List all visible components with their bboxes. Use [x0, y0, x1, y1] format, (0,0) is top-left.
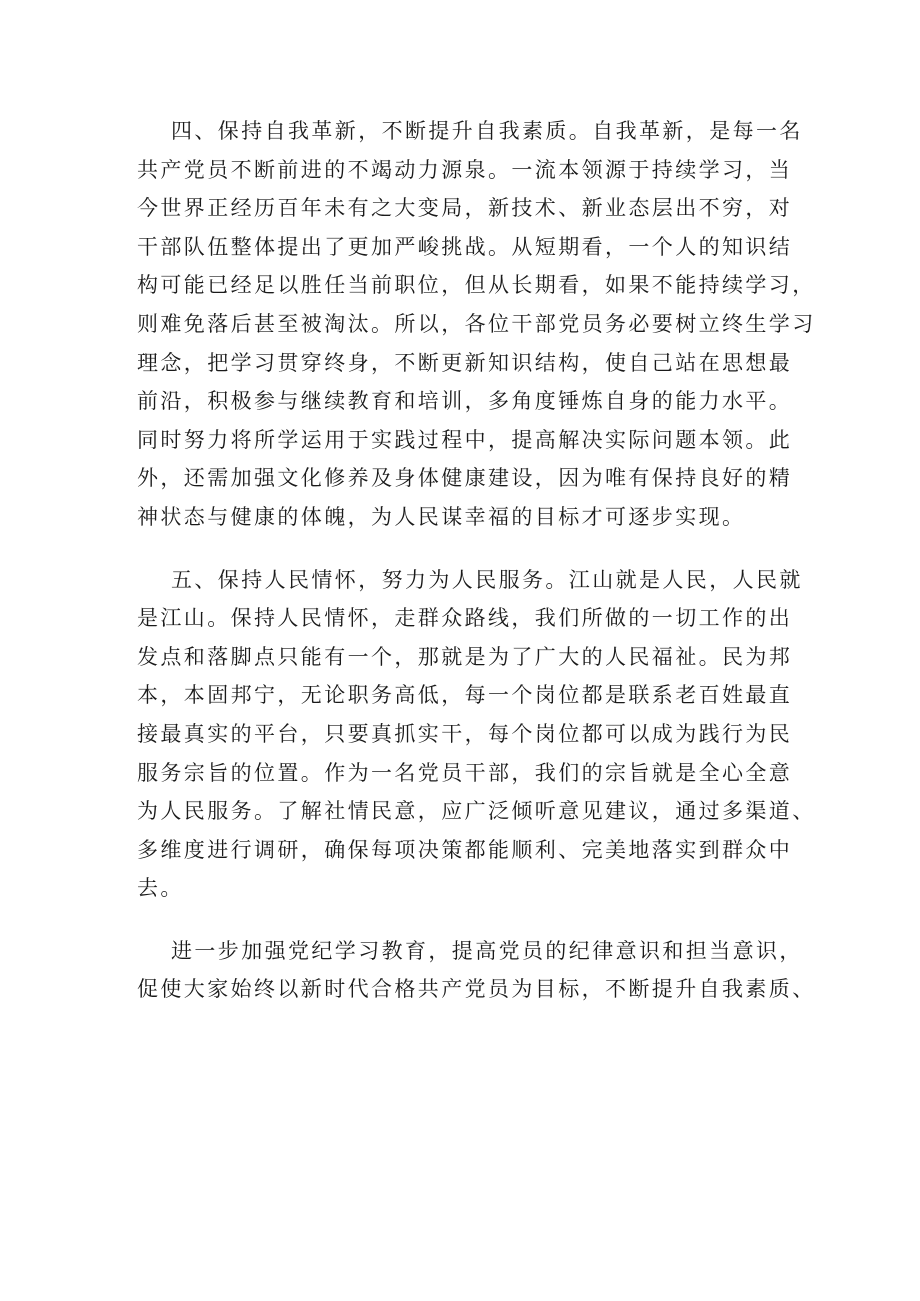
text-line: 本，本固邦宁，无论职务高低，每一个岗位都是联系老百姓最直 — [137, 683, 793, 708]
text-line: 发点和落脚点只能有一个，那就是为了广大的人民福祉。民为邦 — [137, 644, 793, 669]
text-line: 理念，把学习贯穿终身，不断更新知识结构，使自己站在思想最 — [137, 350, 793, 375]
text-line: 前沿，积极参与继续教育和培训，多角度锤炼自身的能力水平。 — [137, 389, 793, 414]
document-body — [137, 112, 816, 1033]
text-line: 外，还需加强文化修养及身体健康建设，因为唯有保持良好的精 — [137, 466, 793, 491]
text-line: 干部队伍整体提出了更加严峻挑战。从短期看，一个人的知识结 — [137, 234, 793, 259]
paragraph-discipline-education — [137, 932, 816, 1009]
text-line: 神状态与健康的体魄，为人民谋幸福的目标才可逐步实现。 — [137, 504, 746, 529]
text-line: 进一步加强党纪学习教育，提高党员的纪律意识和担当意识， — [171, 938, 803, 963]
text-line: 四、保持自我革新，不断提升自我素质。自我革新，是每一名 — [171, 119, 803, 143]
text-line: 去。 — [137, 876, 184, 901]
text-line: 构可能已经足以胜任当前职位，但从长期看，如果不能持续学习， — [137, 273, 816, 298]
text-line: 是江山。保持人民情怀，走群众路线，我们所做的一切工作的出 — [137, 606, 793, 631]
text-line: 五、保持人民情怀，努力为人民服务。江山就是人民，人民就 — [171, 567, 803, 592]
text-line: 今世界正经历百年未有之大变局，新技术、新业态层出不穷，对 — [137, 196, 793, 221]
text-line: 则难免落后甚至被淘汰。所以，各位干部党员务必要树立终生学习 — [137, 311, 816, 336]
text-line: 多维度进行调研，确保每项决策都能顺利、完美地落实到群众中 — [137, 837, 793, 862]
text-line: 为人民服务。了解社情民意，应广泛倾听意见建议，通过多渠道、 — [137, 799, 816, 824]
text-line: 接最真实的平台，只要真抓实干，每个岗位都可以成为践行为民 — [137, 721, 793, 746]
text-line: 共产党员不断前进的不竭动力源泉。一流本领源于持续学习，当 — [137, 157, 793, 182]
text-line: 服务宗旨的位置。作为一名党员干部，我们的宗旨就是全心全意 — [137, 760, 793, 785]
paragraph-self-renewal — [137, 112, 816, 537]
paragraph-people-service — [137, 561, 816, 908]
text-line: 同时努力将所学运用于实践过程中，提高解决实际问题本领。此 — [137, 427, 793, 452]
text-line: 促使大家始终以新时代合格共产党员为目标，不断提升自我素质、 — [137, 977, 816, 1002]
